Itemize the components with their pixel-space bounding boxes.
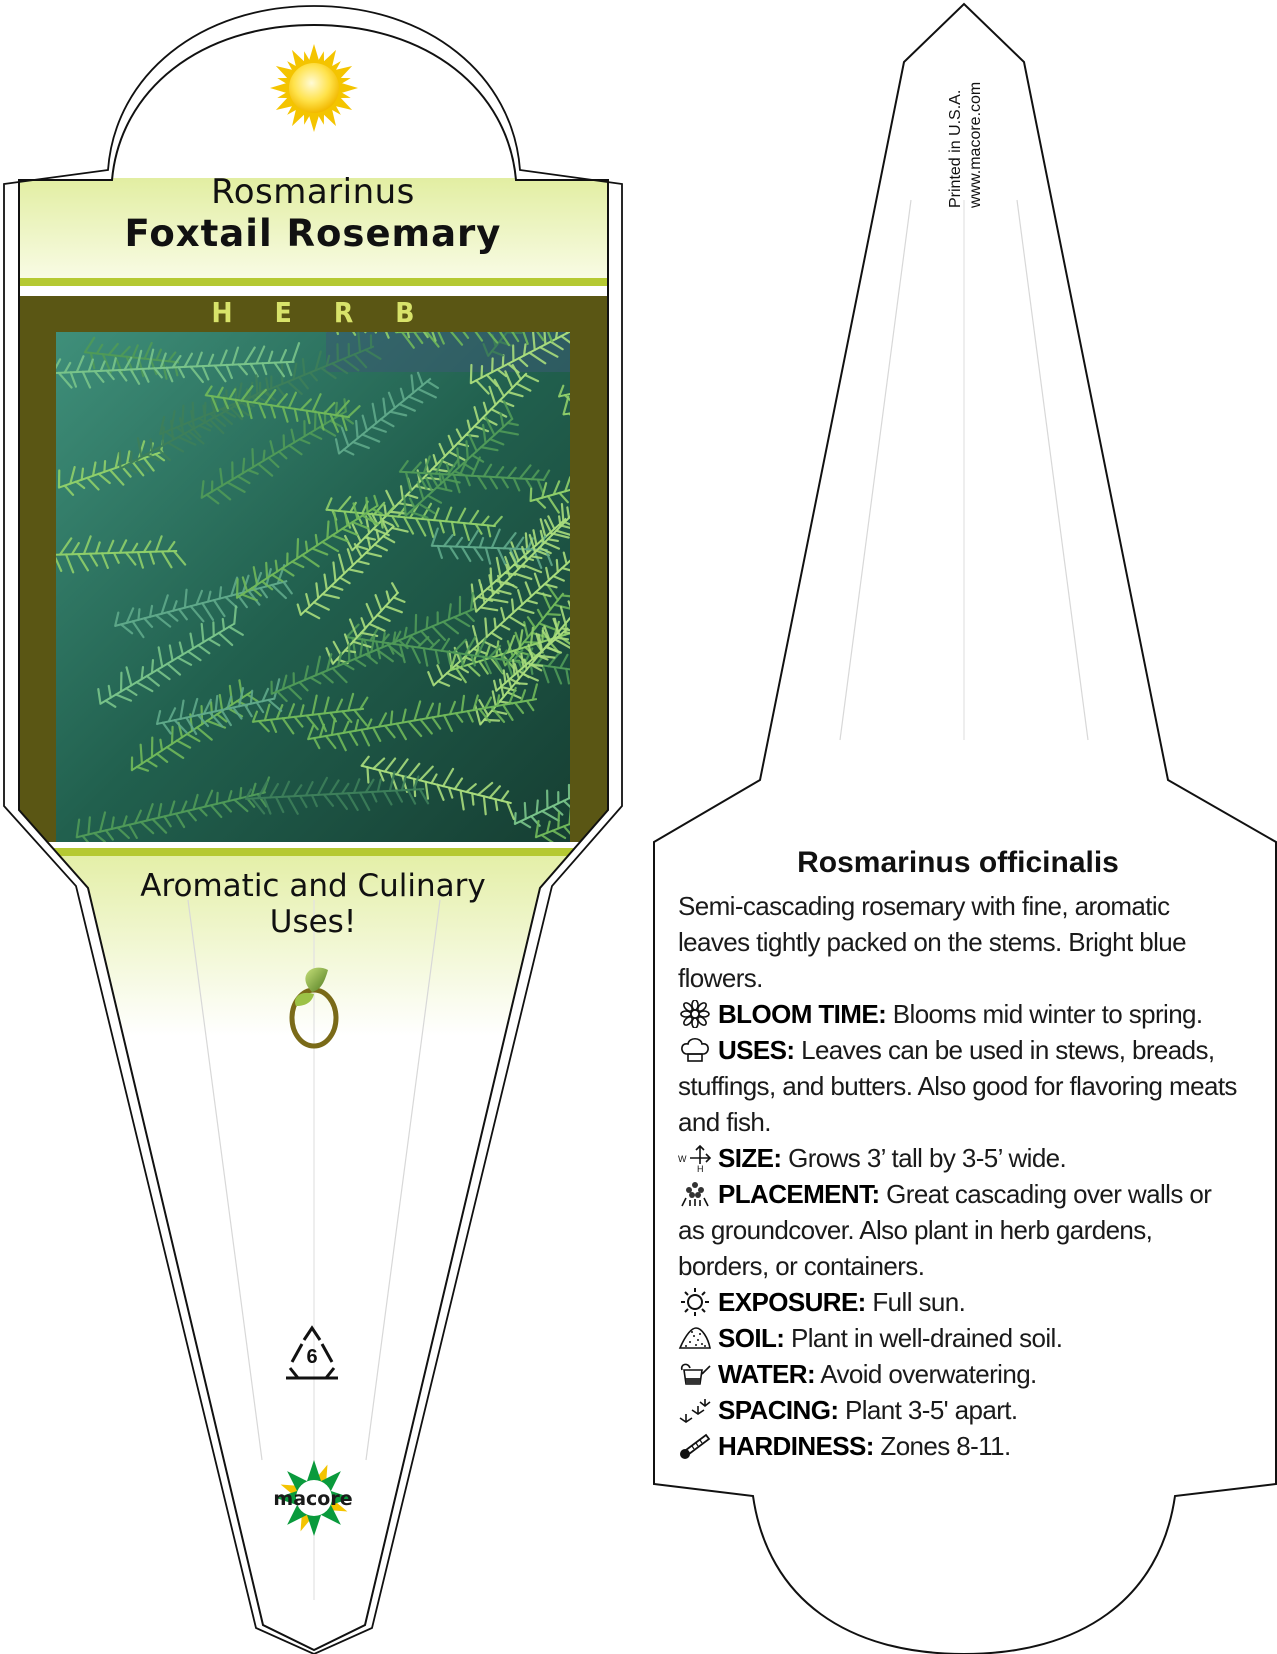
watering-can-icon (678, 1360, 712, 1388)
hardiness-text: Zones 8-11. (873, 1431, 1011, 1461)
recycle-number: 6 (306, 1346, 318, 1368)
sun-outline-icon (678, 1288, 712, 1316)
genus-name: Rosmarinus (211, 172, 415, 212)
description: Semi-cascading rosemary with fine, aromatic leaves tightly packed on the stems. Bright blue flowers. (678, 891, 1186, 993)
category-label: HERB (211, 296, 457, 329)
printed-country: Printed in U.S.A. (947, 89, 964, 208)
sun-icon (270, 44, 358, 132)
spacing-label: SPACING: (718, 1395, 839, 1425)
exposure-text: Full sun. (865, 1287, 966, 1317)
tagline: Aromatic and Culinary Uses! (140, 868, 486, 940)
exposure-row (678, 1284, 1238, 1320)
common-name: Foxtail Rosemary (124, 212, 502, 255)
chef-hat-icon (678, 1036, 712, 1064)
uses-label: USES: (718, 1035, 795, 1065)
bloom-time-label: BLOOM TIME: (718, 999, 887, 1029)
soil-label: SOIL: (718, 1323, 785, 1353)
botanical-name: Rosmarinus officinalis (797, 846, 1119, 879)
placement-row (678, 1176, 1238, 1284)
uses-text: Leaves can be used in stews, breads, stuffings, and butters. Also good for flavoring meats and fish. (678, 1035, 1237, 1137)
soil-text: Plant in well-drained soil. (784, 1323, 1063, 1353)
svg-text:W: W (678, 1154, 686, 1164)
placement-text: Great cascading over walls or as groundcover. Also plant in herb gardens, borders, or containers. (678, 1179, 1212, 1281)
bloom-time-row (678, 996, 1238, 1032)
placement-label: PLACEMENT: (718, 1179, 880, 1209)
svg-text:H: H (697, 1164, 703, 1172)
flower-icon (678, 1000, 712, 1028)
placement-icon (678, 1180, 712, 1208)
water-label: WATER: (718, 1359, 816, 1389)
thermometer-icon (678, 1432, 712, 1460)
size-text: Grows 3’ tall by 3-5’ wide. (781, 1143, 1067, 1173)
soil-icon (678, 1324, 712, 1352)
size-row (678, 1140, 1238, 1176)
printed-website: www.macore.com (967, 81, 984, 208)
brand-name: macore (273, 1488, 353, 1510)
hardiness-label: HARDINESS: (718, 1431, 874, 1461)
bloom-time-text: Blooms mid winter to spring. (886, 999, 1203, 1029)
water-row (678, 1356, 1238, 1392)
exposure-label: EXPOSURE: (718, 1287, 866, 1317)
spacing-text: Plant 3-5' apart. (838, 1395, 1018, 1425)
uses-row (678, 1032, 1238, 1140)
soil-row (678, 1320, 1238, 1356)
size-arrows-icon (678, 1144, 712, 1172)
water-text: Avoid overwatering. (815, 1359, 1037, 1389)
size-label: SIZE: (718, 1143, 782, 1173)
care-info-panel (678, 846, 1238, 1464)
spacing-row (678, 1392, 1238, 1428)
spacing-icon (678, 1396, 712, 1424)
printed-info (946, 82, 986, 208)
hardiness-row (678, 1428, 1238, 1464)
plant-photo (56, 332, 570, 842)
